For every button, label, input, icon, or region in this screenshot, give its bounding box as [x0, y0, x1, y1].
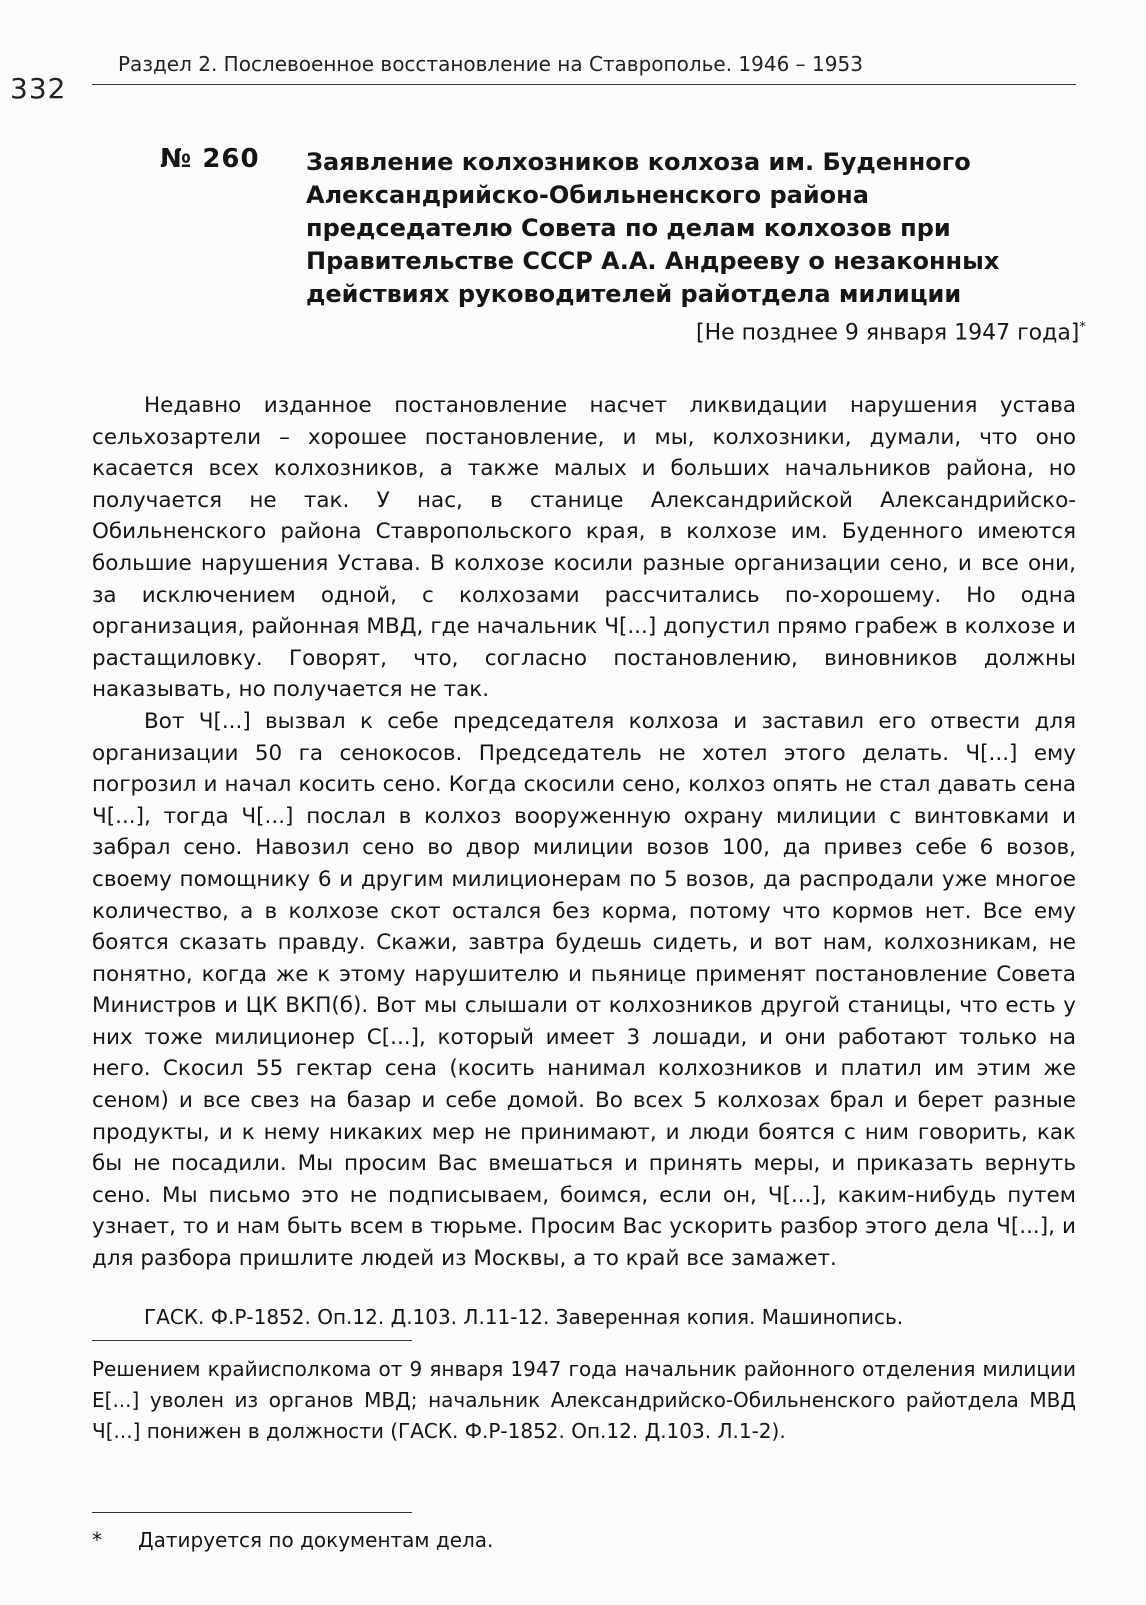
date-footnote-mark: * [1079, 320, 1086, 335]
document-body [92, 390, 1076, 1275]
asterisk-footnote [92, 1528, 493, 1552]
header-divider [92, 84, 1076, 85]
document-number: № 260 [160, 144, 260, 174]
running-header: Раздел 2. Послевоенное восстановление на Ставрополье. 1946 – 1953 [118, 52, 863, 76]
document-title: Заявление колхозников колхоза им. Буденного Александрийско-Обильненского района председателю Совета по делам колхозов при Правительстве СССР А.А. Андрееву о незаконных действиях руководителей райотдела милиции [306, 148, 1000, 308]
document-date-text: [Не позднее 9 января 1947 года] [696, 320, 1080, 346]
body-paragraph: Вот Ч[...] вызвал к себе председателя колхоза и заставил его отвести для организации 50 га сенокосов. Председатель не хотел этого делать. Ч[...] ему погрозил и начал косить сено. Когда скосили сено, колхоз опять не стал давать сена Ч[...], тогда Ч[...] послал в колхоз вооруженную охрану милиции с винтовками и забрал сено. Навозил сено во двор милиции возов 100, да привез себе 6 возов, своему помощнику 6 и другим милиционерам по 5 возов, да распродали уже многое количество, а в колхозе скот остался без корма, потому что кормов нет. Все ему боятся сказать правду. Скажи, завтра будешь сидеть, и вот нам, колхозникам, не понятно, когда же к этому нарушителю и пьянице применят постановление Совета Министров и ЦК ВКП(б). Вот мы слышали от колхозников другой станицы, что есть у них тоже милиционер С[...], который имеет 3 лошади, и они работают только на него. Скосил 55 гектар сена (косить нанимал колхозников и платил им этим же сеном) и все свез на базар и себе домой. Во всех 5 колхозах брал и берет разные продукты, и к нему никаких мер не принимают, и люди боятся с ним говорить, как бы не посадили. Мы просим Вас вмешаться и принять меры, и приказать вернуть сено. Мы письмо это не подписываем, боимся, если он, Ч[...], каким-нибудь путем узнает, то и нам быть всем в тюрьме. Просим Вас ускорить разбор этого дела Ч[...], и для разбора пришлите людей из Москвы, а то край все замажет. [92, 708, 1076, 1272]
asterisk-footnote-divider [92, 1512, 412, 1513]
asterisk-footnote-text: Датируется по документам дела. [138, 1528, 494, 1552]
page-number: 332 [10, 72, 67, 105]
archive-reference: ГАСК. Ф.Р-1852. Оп.12. Д.103. Л.11-12. Заверенная копия. Машинопись. [144, 1305, 904, 1329]
document-date [696, 320, 1086, 345]
footnote-divider [92, 1340, 412, 1341]
editorial-footnote: Решением крайисполкома от 9 января 1947 года начальник районного отделения милиции Е[...] уволен из органов МВД; начальник Александрийско-Обильненского райотдела МВД Ч[...] понижен в должности (ГАСК. Ф.Р-1852. Оп.12. Д.103. Л.1-2). [92, 1357, 1076, 1443]
body-paragraph: Недавно изданное постановление насчет ликвидации нарушения устава сельхозартели – хорошее постановление, и мы, колхозники, думали, что оно касается всех колхозников, а также малых и больших начальников района, но получается не так. У нас, в станице Александрийской Александрийско-Обильненского района Ставропольского края, в колхозе им. Буденного имеются большие нарушения Устава. В колхозе косили разные организации сено, и все они, за исключением одной, с колхозами рассчитались по-хорошему. Но одна организация, районная МВД, где начальник Ч[...] допустил прямо грабеж в колхозе и растащиловку. Говорят, что, согласно постановлению, виновников должны наказывать, но получается не так. [92, 393, 1076, 703]
asterisk-mark: * [92, 1528, 102, 1552]
